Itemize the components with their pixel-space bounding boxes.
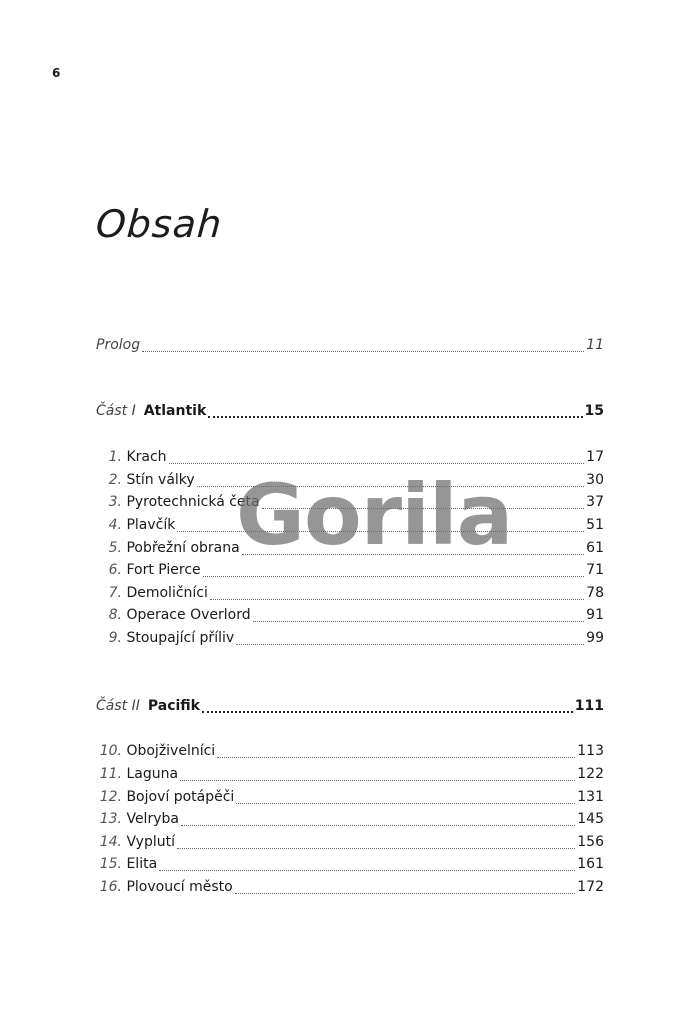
chapter-number: 12.	[99, 789, 122, 805]
toc-chapter[interactable]	[96, 763, 604, 785]
chapter-page: 78	[586, 585, 604, 601]
toc-chapter[interactable]	[96, 469, 604, 491]
part-name: Atlantik	[143, 403, 207, 419]
dot-leader	[202, 710, 573, 713]
chapter-page: 37	[586, 494, 604, 510]
watermark-logo: Gorila	[236, 466, 513, 564]
chapter-title: Plovoucí město	[126, 879, 233, 895]
chapter-number: 1.	[108, 449, 122, 465]
chapter-number: 3.	[108, 494, 122, 510]
chapter-title: Fort Pierce	[126, 562, 201, 578]
toc-entry-page: 11	[586, 337, 604, 353]
dot-leader	[236, 643, 584, 645]
dot-leader	[242, 553, 584, 555]
chapter-number: 8.	[108, 607, 122, 623]
toc-chapter[interactable]	[96, 786, 604, 808]
chapter-page: 30	[586, 472, 604, 488]
dot-leader	[177, 530, 584, 532]
toc-entry-prolog[interactable]	[96, 334, 604, 356]
toc-entry-label: Prolog	[96, 337, 141, 353]
dot-leader	[169, 462, 585, 464]
chapter-title: Plavčík	[126, 517, 176, 533]
chapter-number: 16.	[99, 879, 122, 895]
chapter-title: Velryba	[126, 811, 179, 827]
chapter-page: 17	[586, 449, 604, 465]
dot-leader	[197, 485, 584, 487]
part-page: 15	[584, 403, 604, 419]
chapter-title: Pyrotechnická četa	[126, 494, 260, 510]
toc-chapter[interactable]	[96, 582, 604, 604]
dot-leader	[235, 892, 576, 894]
chapter-page: 131	[577, 789, 604, 805]
chapter-number: 15.	[99, 856, 122, 872]
page-title: Obsah	[94, 202, 224, 246]
chapter-page: 172	[577, 879, 604, 895]
dot-leader	[159, 869, 575, 871]
chapter-title: Pobřežní obrana	[126, 540, 240, 556]
chapter-page: 99	[586, 630, 604, 646]
dot-leader	[210, 598, 584, 600]
chapter-number: 11.	[99, 766, 122, 782]
dot-leader	[177, 847, 575, 849]
dot-leader	[203, 575, 585, 577]
toc-part-2[interactable]	[96, 695, 604, 717]
chapter-number: 10.	[99, 743, 122, 759]
chapter-number: 7.	[108, 585, 122, 601]
chapter-page: 161	[577, 856, 604, 872]
toc-chapter[interactable]	[96, 831, 604, 853]
dot-leader	[236, 802, 575, 804]
chapter-number: 5.	[108, 540, 122, 556]
part-name: Pacifik	[147, 698, 200, 714]
toc-chapter[interactable]	[96, 446, 604, 468]
chapter-page: 113	[577, 743, 604, 759]
chapter-title: Operace Overlord	[126, 607, 251, 623]
chapter-number: 6.	[108, 562, 122, 578]
toc-chapter[interactable]	[96, 537, 604, 559]
dot-leader	[180, 779, 575, 781]
dot-leader	[208, 415, 582, 418]
chapter-number: 4.	[108, 517, 122, 533]
part-page: 111	[574, 698, 604, 714]
dot-leader	[142, 350, 584, 352]
part-label: Část I	[96, 403, 136, 419]
chapter-page: 71	[586, 562, 604, 578]
toc-chapter[interactable]	[96, 514, 604, 536]
toc-chapter[interactable]	[96, 808, 604, 830]
toc-chapter[interactable]	[96, 604, 604, 626]
toc-part-1[interactable]	[96, 400, 604, 422]
chapter-page: 145	[577, 811, 604, 827]
page-number: 6	[52, 66, 61, 80]
chapter-title: Krach	[126, 449, 167, 465]
dot-leader	[262, 507, 585, 509]
chapter-title: Laguna	[126, 766, 179, 782]
chapter-title: Bojoví potápěči	[126, 789, 235, 805]
chapter-title: Elita	[126, 856, 158, 872]
chapter-number: 14.	[99, 834, 122, 850]
toc-chapter[interactable]	[96, 491, 604, 513]
chapter-page: 156	[577, 834, 604, 850]
dot-leader	[217, 756, 575, 758]
chapter-title: Obojživelníci	[126, 743, 216, 759]
chapter-number: 9.	[108, 630, 122, 646]
chapter-number: 2.	[108, 472, 122, 488]
toc-chapter[interactable]	[96, 559, 604, 581]
chapter-title: Stín války	[126, 472, 195, 488]
toc-chapter[interactable]	[96, 740, 604, 762]
chapter-page: 61	[586, 540, 604, 556]
chapter-title: Demoličníci	[126, 585, 208, 601]
chapter-page: 122	[577, 766, 604, 782]
chapter-page: 91	[586, 607, 604, 623]
chapter-title: Vyplutí	[126, 834, 175, 850]
dot-leader	[181, 824, 575, 826]
dot-leader	[253, 620, 585, 622]
toc-chapter[interactable]	[96, 627, 604, 649]
chapter-title: Stoupající příliv	[126, 630, 235, 646]
chapter-number: 13.	[99, 811, 122, 827]
toc-chapter[interactable]	[96, 853, 604, 875]
chapter-page: 51	[586, 517, 604, 533]
toc-chapter[interactable]	[96, 876, 604, 898]
part-label: Část II	[96, 698, 140, 714]
